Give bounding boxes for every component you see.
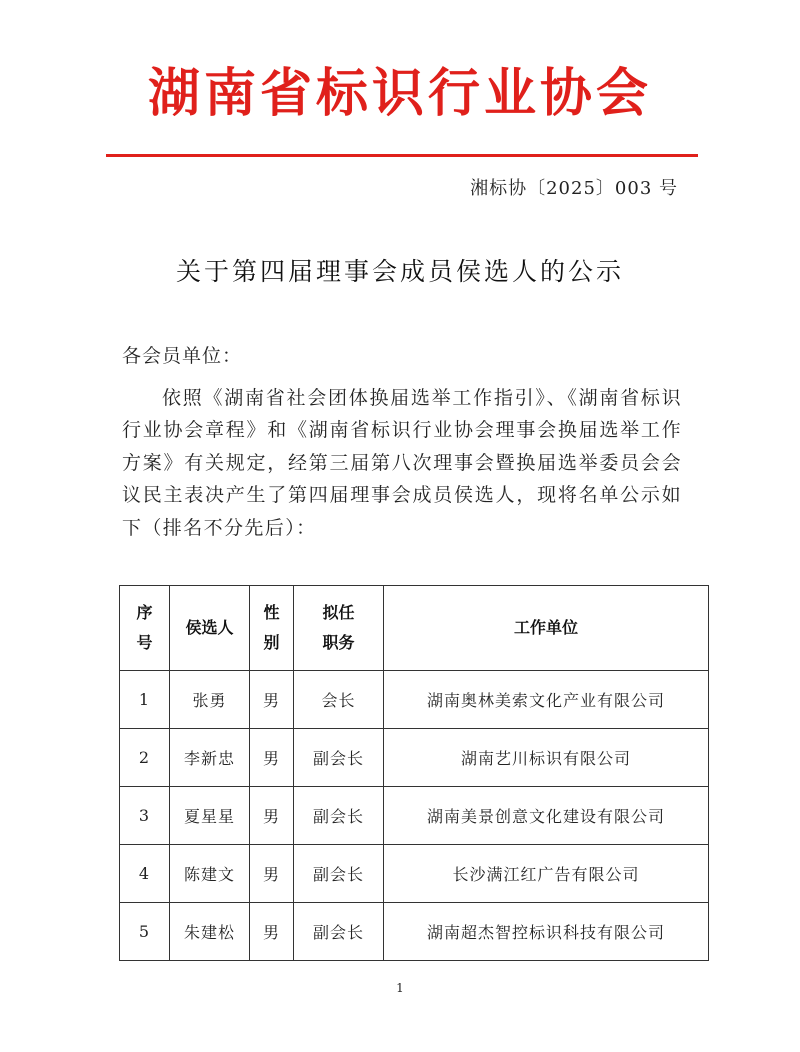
cell-index: 2 bbox=[120, 729, 170, 787]
table-row bbox=[120, 671, 709, 729]
column-header-gender bbox=[250, 586, 294, 671]
cell-employer: 湖南艺川标识有限公司 bbox=[384, 729, 709, 787]
candidate-table bbox=[119, 585, 709, 961]
cell-name: 张勇 bbox=[170, 671, 250, 729]
body-paragraph: 依照《湖南省社会团体换届选举工作指引》、《湖南省标识行业协会章程》和《湖南省标识行业协会理事会换届选举工作方案》有关规定，经第三届第八次理事会暨换届选举委员会会议民主表决产生了第四届理事会成员侯选人，现将名单公示如下（排名不分先后）： bbox=[122, 387, 682, 539]
cell-name: 李新忠 bbox=[170, 729, 250, 787]
cell-employer: 湖南奥林美索文化产业有限公司 bbox=[384, 671, 709, 729]
table-row bbox=[120, 903, 709, 961]
cell-gender: 男 bbox=[250, 845, 294, 903]
column-header-index bbox=[120, 586, 170, 671]
column-header-position-line2: 职务 bbox=[322, 633, 355, 652]
column-header-gender-line2: 别 bbox=[263, 633, 280, 652]
cell-name: 夏星星 bbox=[170, 787, 250, 845]
cell-name: 朱建松 bbox=[170, 903, 250, 961]
cell-index: 4 bbox=[120, 845, 170, 903]
salutation: 各会员单位： bbox=[122, 345, 243, 367]
table-header-row bbox=[120, 586, 709, 671]
column-header-position bbox=[294, 586, 384, 671]
cell-gender: 男 bbox=[250, 729, 294, 787]
page-number: 1 bbox=[396, 981, 404, 995]
letterhead-red-rule bbox=[106, 154, 698, 157]
table-row bbox=[120, 845, 709, 903]
cell-employer: 长沙满江红广告有限公司 bbox=[384, 845, 709, 903]
cell-gender: 男 bbox=[250, 787, 294, 845]
column-header-position-line1: 拟任 bbox=[322, 603, 355, 622]
cell-position: 副会长 bbox=[294, 845, 384, 903]
column-header-employer: 工作单位 bbox=[384, 586, 709, 671]
cell-index: 3 bbox=[120, 787, 170, 845]
organization-letterhead-title: 湖南省标识行业协会 bbox=[147, 64, 652, 124]
column-header-index-line2: 号 bbox=[136, 633, 153, 652]
table-row bbox=[120, 787, 709, 845]
document-title: 关于第四届理事会成员侯选人的公示 bbox=[175, 257, 624, 286]
cell-gender: 男 bbox=[250, 903, 294, 961]
cell-employer: 湖南美景创意文化建设有限公司 bbox=[384, 787, 709, 845]
cell-name: 陈建文 bbox=[170, 845, 250, 903]
cell-position: 副会长 bbox=[294, 903, 384, 961]
cell-index: 1 bbox=[120, 671, 170, 729]
cell-index: 5 bbox=[120, 903, 170, 961]
document-number: 湘标协〔2025〕003 号 bbox=[470, 178, 678, 199]
cell-position: 副会长 bbox=[294, 787, 384, 845]
column-header-index-line1: 序 bbox=[136, 603, 153, 622]
cell-position: 会长 bbox=[294, 671, 384, 729]
cell-gender: 男 bbox=[250, 671, 294, 729]
table-row bbox=[120, 729, 709, 787]
cell-employer: 湖南超杰智控标识科技有限公司 bbox=[384, 903, 709, 961]
column-header-candidate: 侯选人 bbox=[170, 586, 250, 671]
column-header-gender-line1: 性 bbox=[263, 603, 280, 622]
cell-position: 副会长 bbox=[294, 729, 384, 787]
